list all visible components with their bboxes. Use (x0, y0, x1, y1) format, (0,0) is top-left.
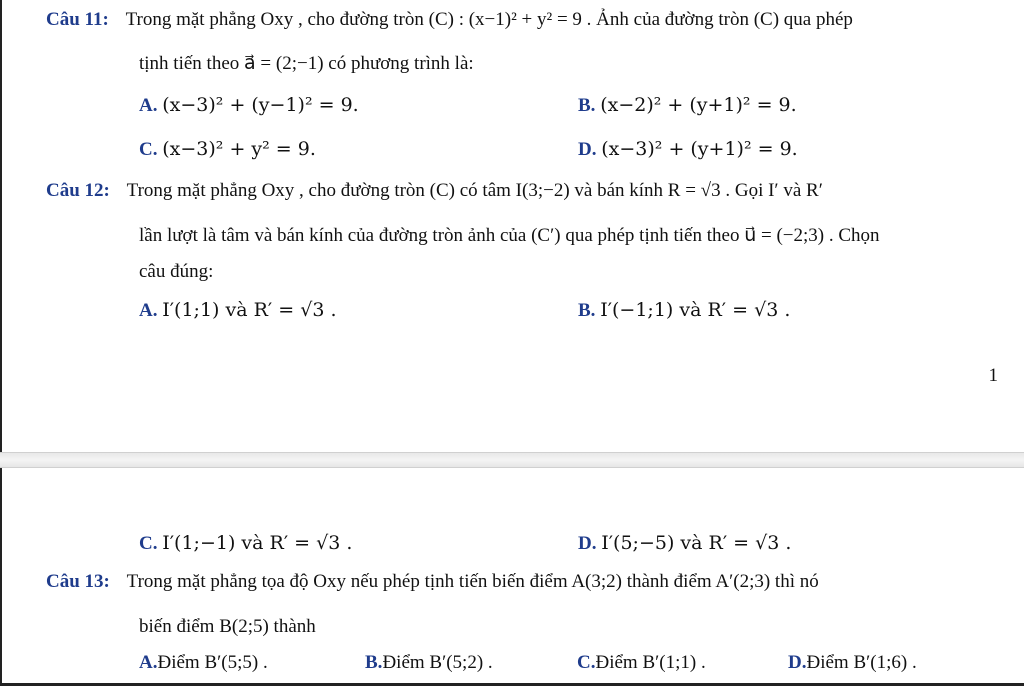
q13-text2: biến điểm B(2;5) thành (139, 616, 316, 637)
q11-text2: tịnh tiến theo a⃗ = (2;−1) có phương trình là: (139, 53, 474, 74)
q12-option-a (139, 298, 337, 323)
q11-option-b-key: B. (578, 95, 596, 116)
q12-label: Câu 12: (46, 180, 110, 201)
q13-option-a (139, 651, 268, 675)
q11-option-c (139, 137, 316, 162)
q11-option-a-key: A. (139, 95, 158, 116)
page-break (0, 452, 1024, 468)
q11-option-a-text: (x−3)² + (y−1)² = 9. (162, 94, 359, 116)
q12-option-b-key: B. (578, 300, 596, 321)
q13-option-b (365, 651, 493, 675)
q12-option-c (139, 531, 352, 556)
q13-label: Câu 13: (46, 571, 110, 592)
q13-option-b-key: B. (365, 652, 383, 673)
q13-option-a-text: Điểm B′(5;5) . (157, 652, 268, 673)
q12-option-c-key: C. (139, 533, 158, 554)
q12-option-b-text: I′(−1;1) và R′ = √3 . (600, 299, 791, 321)
q13-option-d-text: Điểm B′(1;6) . (806, 652, 917, 673)
q11-option-d-text: (x−3)² + (y+1)² = 9. (601, 138, 798, 160)
q13-option-c (577, 651, 706, 675)
q12-line1 (46, 179, 823, 203)
q13-option-d (788, 651, 917, 675)
q11-option-b (578, 93, 797, 118)
q12-option-a-key: A. (139, 300, 158, 321)
q11-option-c-text: (x−3)² + y² = 9. (162, 138, 316, 160)
page-number: 1 (988, 365, 998, 386)
q12-option-a-text: I′(1;1) và R′ = √3 . (162, 299, 337, 321)
q12-option-c-text: I′(1;−1) và R′ = √3 . (162, 532, 353, 554)
q13-option-a-key: A. (139, 652, 158, 673)
q11-line1 (46, 8, 853, 32)
q12-text2: lần lượt là tâm và bán kính của đường tròn ảnh của (C′) qua phép tịnh tiến theo u⃗ = (−2;3) . Chọn (139, 225, 880, 246)
q11-option-a (139, 93, 359, 118)
q11-option-d-key: D. (578, 139, 597, 160)
q13-option-c-text: Điểm B′(1;1) . (595, 652, 706, 673)
q12-text3: câu đúng: (139, 261, 214, 282)
q12-option-d-text: I′(5;−5) và R′ = √3 . (601, 532, 792, 554)
q13-line1 (46, 570, 819, 594)
q11-option-b-text: (x−2)² + (y+1)² = 9. (600, 94, 797, 116)
q12-text1: Trong mặt phẳng Oxy , cho đường tròn (C) có tâm I(3;−2) và bán kính R = √3 . Gọi I′ và R′ (126, 180, 823, 201)
q12-option-d (578, 531, 791, 556)
q13-option-d-key: D. (788, 652, 807, 673)
q11-label: Câu 11: (46, 9, 109, 30)
q12-option-b (578, 298, 790, 323)
q13-text1: Trong mặt phẳng tọa độ Oxy nếu phép tịnh tiến biến điểm A(3;2) thành điểm A′(2;3) thì nó (126, 571, 819, 592)
q13-option-b-text: Điểm B′(5;2) . (382, 652, 493, 673)
q11-option-c-key: C. (139, 139, 158, 160)
q13-option-c-key: C. (577, 652, 596, 673)
left-border (0, 0, 2, 686)
q11-text1: Trong mặt phẳng Oxy , cho đường tròn (C) : (x−1)² + y² = 9 . Ảnh của đường tròn (C) qua phép (125, 9, 853, 30)
q11-option-d (578, 137, 798, 162)
q12-option-d-key: D. (578, 533, 597, 554)
